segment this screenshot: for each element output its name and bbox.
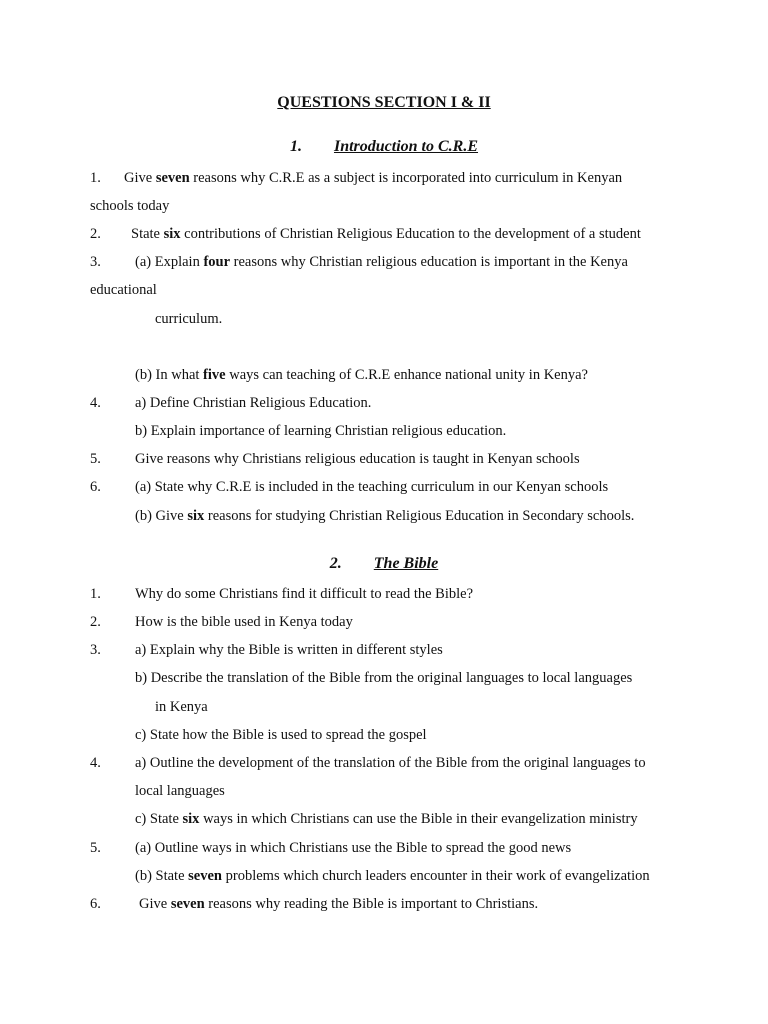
question-text-continued: curriculum. [155, 311, 223, 327]
question-number: 2. [90, 614, 101, 630]
page-title: QUESTIONS SECTION I & II [277, 94, 491, 111]
question-text-continued: in Kenya [155, 699, 208, 715]
question-text-continued: local languages [135, 783, 225, 799]
section-heading-2 [0, 555, 768, 573]
question-text-continued: schools today [90, 198, 170, 214]
question-part-c: c) State how the Bible is used to spread the gospel [135, 727, 427, 743]
question-part-a: (a) Explain four reasons why Christian religious education is important in the Kenya [135, 254, 628, 270]
question-part-b: b) Describe the translation of the Bible from the original languages to local languages [135, 670, 633, 686]
section-heading-1 [0, 138, 768, 156]
question-text: Give seven reasons why reading the Bible is important to Christians. [139, 896, 539, 912]
question-number: 2. [90, 226, 101, 242]
question-text-continued: educational [90, 282, 157, 298]
question-number: 4. [90, 395, 101, 411]
question-text: How is the bible used in Kenya today [135, 614, 353, 630]
question-part-b: (b) State seven problems which church leaders encounter in their work of evangelization [135, 868, 650, 884]
question-number: 6. [90, 896, 101, 912]
question-number: 1. [90, 586, 101, 602]
question-number: 1. [90, 170, 101, 186]
question-part-a: a) Outline the development of the translation of the Bible from the original languages to [135, 755, 646, 771]
question-part-b: b) Explain importance of learning Christian religious education. [135, 423, 507, 439]
question-part-a: (a) State why C.R.E is included in the teaching curriculum in our Kenyan schools [135, 479, 609, 495]
section-title: Introduction to C.R.E [333, 138, 479, 155]
question-number: 6. [90, 479, 101, 495]
question-part-b: (b) Give six reasons for studying Christian Religious Education in Secondary schools. [135, 508, 635, 524]
question-part-c: c) State six ways in which Christians can use the Bible in their evangelization ministry [135, 811, 638, 827]
section-number: 2. [329, 555, 342, 572]
question-part-b: (b) In what five ways can teaching of C.R.E enhance national unity in Kenya? [135, 367, 588, 383]
question-number: 3. [90, 642, 101, 658]
question-text: State six contributions of Christian Religious Education to the development of a student [131, 226, 641, 242]
question-number: 3. [90, 254, 101, 270]
question-number: 5. [90, 451, 101, 467]
section-title: The Bible [373, 555, 439, 572]
question-number: 5. [90, 840, 101, 856]
question-text: Give reasons why Christians religious education is taught in Kenyan schools [135, 451, 580, 467]
question-text: Give seven reasons why C.R.E as a subject is incorporated into curriculum in Kenyan [124, 170, 623, 186]
question-part-a: (a) Outline ways in which Christians use the Bible to spread the good news [135, 840, 572, 856]
question-part-a: a) Define Christian Religious Education. [135, 395, 372, 411]
section-number: 1. [289, 138, 302, 155]
question-part-a: a) Explain why the Bible is written in different styles [135, 642, 443, 658]
question-text: Why do some Christians find it difficult to read the Bible? [135, 586, 474, 602]
question-number: 4. [90, 755, 101, 771]
